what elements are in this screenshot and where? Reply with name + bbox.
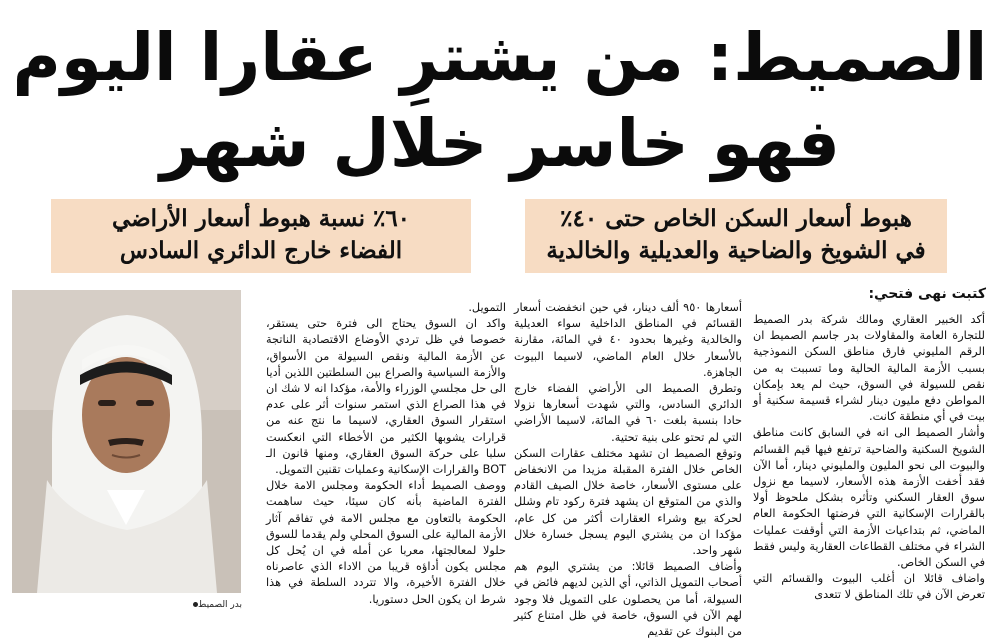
paragraph: واكد ان السوق يحتاج الى فترة حتى يستقر، خصوصا في ظل تردي الأوضاع الاقتصادية الناتجة عن الأزمة المالية ونقص السيولة من الأسواق، والأزمة السياسية والصراع بين السلطتين اللذين أديا الى حل مجلسي الوزراء والأمة، مؤكدا انه لا شك ان في هذا الصراع الذي استمر سنوات أثر على عدم استقرار السوق العقاري، لاسيما ما نتج عنه من قرارات يشوبها الكثير من الأخطاء التي انعكست سلبا على حركة السوق العقاري، ومنها قانون الـ BOT والقرارات الإسكانية وعمليات تقنين التمويل. (266, 317, 506, 477)
paragraph: التمويل. (468, 301, 506, 314)
author-byline: كتبت نهى فتحي: (868, 286, 986, 302)
headline-line-2: فهو خاسر خلال شهر (160, 105, 840, 182)
paragraph: وأضاف الصميط قائلا: من يشتري اليوم هم أصحاب التمويل الذاتي، أي الذين لديهم فائض في السيولة، أما من يحصلون على التمويل فلا وجود لهم الآن في السوق، خاصة في ظل امتناع كثير من البنوك عن تقديم (514, 560, 742, 639)
subheadline-land-prices (51, 199, 471, 273)
article-column-3 (266, 300, 506, 608)
subheadline-right-line-1: هبوط أسعار السكن الخاص حتى ٤٠٪ (560, 205, 912, 232)
paragraph: وتطرق الصميط الى الأراضي الفضاء خارج الدائري السادس، والتي شهدت أسعارها نزولا حادا بنسبة بلغت ٦٠ في المائة، لاسيما الأراضي التي لم تحتو على بنية تحتية. (514, 382, 742, 444)
paragraph: وتوقع الصميط ان تشهد مختلف عقارات السكن الخاص خلال الفترة المقبلة مزيدا من الانخفاض على مستوى الأسعار، خاصة خلال الصيف القادم والذي من المتوقع ان يشهد فترة ركود تام وشلل لحركة بيع وشراء العقارات أكثر من كل عام، مؤكدا ان من يشتري اليوم يسجل خسارة خلال شهر واحد. (514, 446, 742, 558)
paragraph: أكد الخبير العقاري ومالك شركة بدر الصميط للتجارة العامة والمقاولات بدر جاسم الصميط ان الرقم المليوني فارق مناطق السكن النموذجية بسبب الأزمة المالية الحالية وما تسببت به من نقص للسيولة في السوق، حيث لم يعد بإمكان المواطن دفع مليون دينار لشراء قسيمة سكنية أو بيت في أي منطقة كانت. (753, 313, 985, 424)
subheadline-left-line-1: ٦٠٪ نسبة هبوط أسعار الأراضي (111, 205, 411, 232)
paragraph: واضاف قائلا ان أغلب البيوت والقسائم التي تعرض الآن في تلك المناطق لا تتعدى (753, 572, 985, 602)
portrait-photo (12, 290, 241, 593)
subheadline-housing-prices (525, 199, 947, 273)
headline-line-1: الصميط: من يشترِ عقارا اليوم (12, 19, 988, 96)
article-column-2 (514, 300, 742, 640)
paragraph: ووصف الصميط أداء الحكومة ومجلس الامة خلال الفترة الماضية بأنه كان سيئا، حيث ساهمت الحكومة بالتعاون مع مجلس الامة في تفاقم آثار الأزمة المالية على السوق المحلي ولم يقدما للسوق حلولا لمعالجتها، معربا عن أمله في ان يُحل كل مجلس يكون أداؤه قريبا من الاداء الذي عاصرناه خلال الفترة الأخيرة، والا تتردد السلطة في هذا شرط ان يكون الحل دستوريا. (266, 479, 506, 606)
article-column-1 (753, 312, 985, 604)
subheadline-left-line-2: الفضاء خارج الدائري السادس (119, 237, 403, 264)
paragraph: وأشار الصميط الى انه في السابق كانت مناطق الشويخ السكنية والضاحية ترتفع فيها قيم القسائم والبيوت الى نحو المليون والمليوني دينار، أما الآن فقد أخفت الأزمة هذه الأسعار، لاسيما مع نزول سوق العقار السكني وتأثره بشكل ملحوظ أولا بالقرارات الإسكانية التي فرضتها الحكومة العام الماضي، ثم بتداعيات الأزمة التي أوقفت عمليات الشراء في مختلف القطاعات العقارية وليس فقط في السكن الخاص. (753, 426, 985, 570)
paragraph: أسعارها ٩٥٠ ألف دينار، في حين انخفضت أسعار القسائم في المناطق الداخلية سواء العديلية والخالدية وغيرها بحدود ٤٠ في المائة، مقارنة بالأسعار خلال العام الماضي، لاسيما البيوت الجاهزة. (514, 301, 742, 379)
portrait-illustration (12, 290, 241, 593)
caption-text: بدر الصميط (198, 600, 242, 610)
photo-caption (150, 600, 242, 610)
subheadline-right-line-2: في الشويخ والضاحية والعديلية والخالدية (546, 237, 926, 264)
